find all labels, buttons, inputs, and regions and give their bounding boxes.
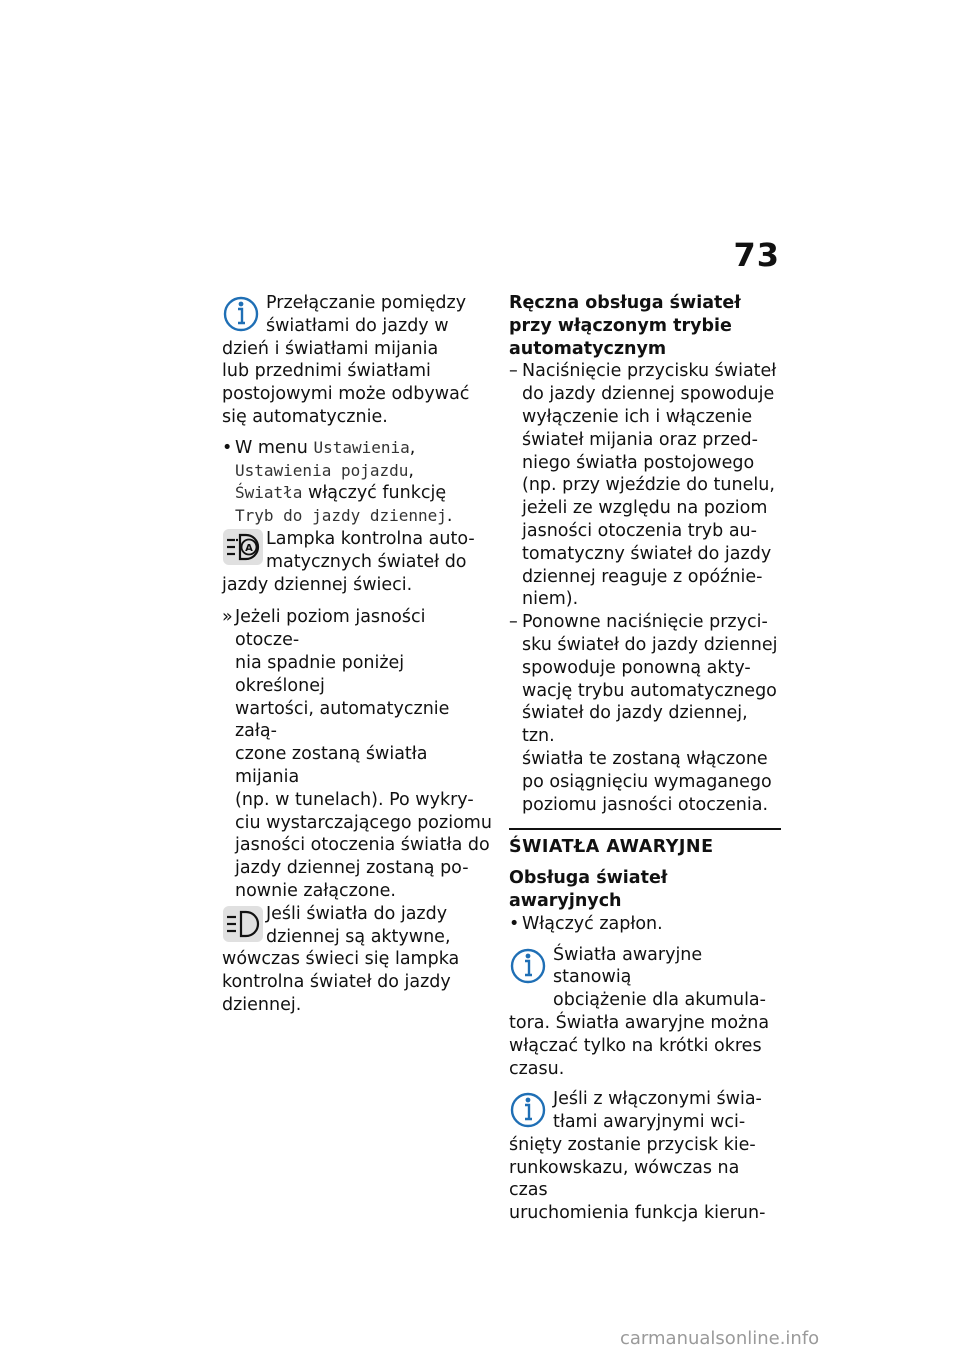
lamp-note-drl-active: [222, 903, 494, 1017]
left-column: [222, 292, 494, 1017]
dash-line: dziennej reaguje z opóźnie-: [522, 566, 763, 587]
dash-item: [509, 360, 781, 611]
note-line: wówczas świeci się lampka: [222, 949, 460, 970]
result-line: jazdy dziennej zostaną po-: [235, 858, 469, 879]
drl-lamp-icon: [222, 905, 264, 943]
manual-operation-heading: [509, 292, 781, 360]
note-line: runkowskazu, wówczas na czas: [509, 1157, 740, 1201]
menu-path-vehicle-settings: Ustawienia pojazdu: [235, 460, 409, 480]
dash-line: wyłączenie ich i włączenie: [522, 406, 753, 427]
note-line: matycznych świateł do: [266, 551, 467, 572]
note-line: się automatycznie.: [222, 406, 388, 427]
note-line: światłami do jazdy w: [266, 315, 449, 336]
menu-path-settings: Ustawienia: [313, 437, 410, 457]
info-icon: [509, 1090, 549, 1130]
bullet-text: W menu: [235, 437, 314, 458]
dash-line: poziomu jasności otoczenia.: [522, 794, 769, 815]
dash-line: do jazdy dziennej spowoduje: [522, 384, 775, 405]
note-line: dziennej.: [222, 994, 302, 1015]
menu-path-lights: Światła: [235, 483, 303, 503]
result-line: ciu wystarczającego poziomu: [235, 812, 492, 833]
separator: ,: [408, 460, 414, 481]
dash-line: po osiągnięciu wymaganego: [522, 771, 772, 792]
dash-line: niego światła postojowego: [522, 452, 755, 473]
note-line: Jeśli światła do jazdy: [266, 903, 448, 924]
separator: ,: [409, 437, 416, 458]
info-icon: [509, 946, 549, 986]
bullet-text: włączyć funkcję: [302, 483, 447, 504]
dash-line: tomatyczny świateł do jazdy: [522, 543, 772, 564]
dash-marker: –: [509, 361, 518, 382]
watermark: carmanualsonline.info: [620, 1328, 820, 1349]
note-line: włączać tylko na krótki okres: [509, 1035, 762, 1056]
page-number: 73: [733, 236, 780, 274]
note-line: obciążenie dla akumula-: [553, 990, 766, 1011]
dash-line: wację trybu automatycznego: [522, 680, 777, 701]
section-title: ŚWIATŁA AWARYJNE: [509, 837, 714, 858]
dash-line: jasności otoczenia tryb au-: [522, 520, 757, 541]
subheading: Obsługa świateł awaryjnych: [509, 868, 668, 911]
svg-text:A: A: [245, 542, 253, 554]
dash-line: Ponowne naciśnięcie przyci-: [522, 612, 768, 633]
result-line: wartości, automatycznie załą-: [235, 698, 450, 742]
info-note-battery: [509, 944, 781, 1081]
info-note-auto-switching: [222, 292, 494, 429]
dash-line: świateł mijania oraz przed-: [522, 429, 758, 450]
note-line: tora. Światła awaryjne można: [509, 1012, 770, 1033]
note-line: czasu.: [509, 1058, 565, 1079]
note-line: uruchomienia funkcja kierun-: [509, 1203, 766, 1224]
dash-line: jeżeli ze względu na poziom: [522, 498, 768, 519]
bullet-text: .: [446, 506, 453, 527]
dash-marker: –: [509, 612, 518, 633]
section-divider: [509, 828, 781, 830]
info-note-turn-signal: [509, 1088, 781, 1225]
note-line: Światła awaryjne stanowią: [553, 944, 703, 988]
right-column: [509, 292, 781, 1225]
result-line: nia spadnie poniżej określonej: [235, 652, 405, 696]
instruction-bullet: • Włączyć zapłon.: [509, 913, 781, 936]
note-line: Jeśli z włączonymi świa-: [553, 1089, 762, 1110]
heading-line: automatycznym: [509, 338, 667, 359]
note-line: Przełączanie pomiędzy: [266, 293, 467, 313]
result-paragraph: [222, 606, 494, 902]
note-line: kontrolna świateł do jazdy: [222, 972, 451, 993]
note-line: lub przednimi światłami: [222, 361, 431, 382]
dash-line: świateł do jazdy dziennej, tzn.: [522, 703, 748, 747]
note-line: śnięty zostanie przycisk kie-: [509, 1134, 756, 1155]
result-line: nownie załączone.: [235, 880, 396, 901]
info-icon: [222, 294, 262, 334]
note-line: dziennej są aktywne,: [266, 926, 451, 947]
heading-line: Ręczna obsługa świateł: [509, 293, 741, 313]
dash-line: niem).: [522, 589, 579, 610]
lamp-note-auto-drl: [222, 528, 494, 596]
menu-path-drl-mode: Tryb do jazdy dziennej: [235, 506, 447, 526]
dash-item: [509, 611, 781, 816]
result-line: (np. w tunelach). Po wykry-: [235, 789, 474, 810]
dash-line: sku świateł do jazdy dziennej: [522, 634, 778, 655]
note-line: dzień i światłami mijania: [222, 338, 439, 359]
note-line: postojowymi może odbywać: [222, 384, 470, 405]
result-line: Jeżeli poziom jasności otocze-: [235, 607, 426, 651]
auto-drl-lamp-icon: [222, 528, 264, 566]
dash-line: Naciśnięcie przycisku świateł: [522, 361, 777, 382]
note-line: jazdy dziennej świeci.: [222, 574, 413, 595]
dash-line: spowoduje ponowną akty-: [522, 657, 751, 678]
note-line: Lampka kontrolna auto-: [266, 528, 475, 549]
dash-line: światła te zostaną włączone: [522, 748, 768, 769]
instruction-bullet: [222, 437, 494, 528]
dash-line: (np. przy wjeździe do tunelu,: [522, 475, 775, 496]
result-line: czone zostaną światła mijania: [235, 744, 428, 787]
note-line: tłami awaryjnymi wci-: [553, 1112, 746, 1133]
heading-line: przy włączonym trybie: [509, 315, 732, 336]
result-marker: »: [222, 607, 233, 628]
result-line: jasności otoczenia światła do: [235, 835, 490, 856]
